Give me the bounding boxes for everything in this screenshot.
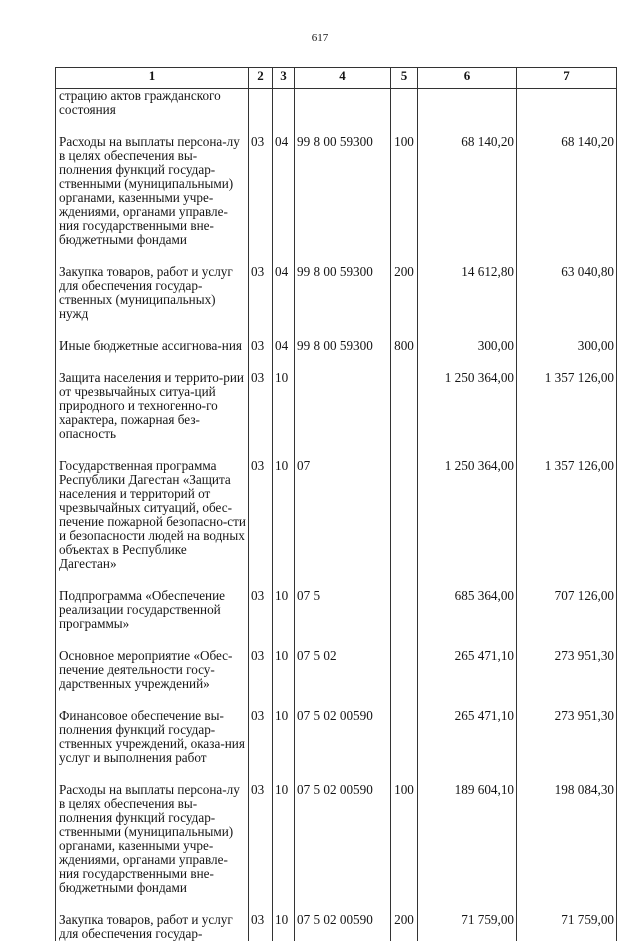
- row-name: страцию актов гражданского состояния: [56, 89, 249, 118]
- row-expense-type: 800: [391, 339, 418, 353]
- row-target-code: 07 5 02 00590: [295, 709, 391, 765]
- row-name: Расходы на выплаты персона-лу в целях обеспечения вы-полнения функций государ-ственными (муниципальными) органами, казенными учре-ждениями, органами управле-ния государственными вне-бюджетными фондами: [56, 135, 249, 247]
- table-row: [56, 89, 617, 118]
- row-target-code: 07 5 02 00590: [295, 913, 391, 941]
- row-spacer: [56, 691, 617, 709]
- row-target-code: 99 8 00 59300: [295, 135, 391, 247]
- row-section: 03: [249, 339, 273, 353]
- row-amount-col7: 1 357 126,00: [517, 459, 617, 571]
- row-spacer: [56, 321, 617, 339]
- row-amount-col6: 1 250 364,00: [418, 371, 517, 441]
- row-spacer: [56, 247, 617, 265]
- row-amount-col6: [418, 89, 517, 118]
- row-subsection: 10: [273, 459, 295, 571]
- row-expense-type: [391, 459, 418, 571]
- row-section: 03: [249, 913, 273, 941]
- row-target-code: 07 5 02: [295, 649, 391, 691]
- row-spacer: [56, 117, 617, 135]
- header-col-7: 7: [517, 68, 617, 89]
- row-expense-type: [391, 371, 418, 441]
- row-section: 03: [249, 649, 273, 691]
- row-target-code: 07: [295, 459, 391, 571]
- row-section: 03: [249, 371, 273, 441]
- row-expense-type: [391, 649, 418, 691]
- row-section: 03: [249, 135, 273, 247]
- row-amount-col7: [517, 89, 617, 118]
- table-row: [56, 913, 617, 941]
- row-spacer: [56, 571, 617, 589]
- row-expense-type: 200: [391, 913, 418, 941]
- row-name: Иные бюджетные ассигнова-ния: [56, 339, 249, 353]
- row-name: Подпрограмма «Обеспечение реализации государственной программы»: [56, 589, 249, 631]
- row-target-code: 07 5 02 00590: [295, 783, 391, 895]
- row-subsection: 10: [273, 783, 295, 895]
- row-expense-type: 100: [391, 783, 418, 895]
- row-name: Закупка товаров, работ и услуг для обеспечения государ-ственных (муниципальных) нужд: [56, 265, 249, 321]
- row-amount-col7: 68 140,20: [517, 135, 617, 247]
- row-section: 03: [249, 265, 273, 321]
- row-name: Основное мероприятие «Обес-печение деятельности госу-дарственных учреждений»: [56, 649, 249, 691]
- row-expense-type: [391, 709, 418, 765]
- row-amount-col7: 1 357 126,00: [517, 371, 617, 441]
- table-row: [56, 709, 617, 765]
- row-subsection: 10: [273, 709, 295, 765]
- row-spacer: [56, 895, 617, 913]
- row-amount-col6: 189 604,10: [418, 783, 517, 895]
- row-subsection: 10: [273, 371, 295, 441]
- row-amount-col6: 265 471,10: [418, 649, 517, 691]
- table-header-row: [56, 68, 617, 89]
- row-name: Государственная программа Республики Дагестан «Защита населения и территорий от чрезвычайных ситуаций, обес-печение пожарной безопасно-сти и безопасности людей на водных объектах в Республике Дагестан»: [56, 459, 249, 571]
- row-target-code: [295, 89, 391, 118]
- row-subsection: 10: [273, 589, 295, 631]
- row-amount-col6: 685 364,00: [418, 589, 517, 631]
- row-name: Защита населения и террито-рии от чрезвычайных ситуа-ций природного и техногенно-го характера, пожарная без-опасность: [56, 371, 249, 441]
- row-amount-col6: 300,00: [418, 339, 517, 353]
- row-section: 03: [249, 589, 273, 631]
- row-subsection: 10: [273, 913, 295, 941]
- table-row: [56, 371, 617, 441]
- row-amount-col6: 71 759,00: [418, 913, 517, 941]
- row-amount-col7: 63 040,80: [517, 265, 617, 321]
- header-col-3: 3: [273, 68, 295, 89]
- header-col-4: 4: [295, 68, 391, 89]
- budget-table-container: [55, 67, 616, 905]
- row-target-code: [295, 371, 391, 441]
- table-row: [56, 783, 617, 895]
- row-subsection: 04: [273, 265, 295, 321]
- header-col-6: 6: [418, 68, 517, 89]
- row-amount-col6: 265 471,10: [418, 709, 517, 765]
- row-spacer: [56, 441, 617, 459]
- row-name: Финансовое обеспечение вы-полнения функций государ-ственных учреждений, оказа-ния услуг и выполнения работ: [56, 709, 249, 765]
- table-row: [56, 649, 617, 691]
- row-amount-col7: 273 951,30: [517, 709, 617, 765]
- table-row: [56, 589, 617, 631]
- row-name: Закупка товаров, работ и услуг для обеспечения государ-: [56, 913, 249, 941]
- row-subsection: 04: [273, 339, 295, 353]
- row-spacer: [56, 631, 617, 649]
- table-row: [56, 459, 617, 571]
- row-expense-type: 200: [391, 265, 418, 321]
- table-row: [56, 135, 617, 247]
- row-amount-col7: 71 759,00: [517, 913, 617, 941]
- row-subsection: 04: [273, 135, 295, 247]
- row-subsection: 10: [273, 649, 295, 691]
- row-section: [249, 89, 273, 118]
- row-target-code: 99 8 00 59300: [295, 339, 391, 353]
- row-amount-col7: 707 126,00: [517, 589, 617, 631]
- table-body: [56, 89, 617, 941]
- budget-table: [55, 67, 617, 941]
- table-row: [56, 339, 617, 353]
- row-target-code: 99 8 00 59300: [295, 265, 391, 321]
- row-subsection: [273, 89, 295, 118]
- header-col-2: 2: [249, 68, 273, 89]
- row-expense-type: [391, 589, 418, 631]
- row-section: 03: [249, 709, 273, 765]
- table-row: [56, 265, 617, 321]
- header-col-1: 1: [56, 68, 249, 89]
- row-amount-col7: 273 951,30: [517, 649, 617, 691]
- row-spacer: [56, 353, 617, 371]
- row-section: 03: [249, 459, 273, 571]
- row-name: Расходы на выплаты персона-лу в целях обеспечения вы-полнения функций государ-ственными (муниципальными) органами, казенными учре-ждениями, органами управле-ния государственными вне-бюджетными фондами: [56, 783, 249, 895]
- row-amount-col7: 300,00: [517, 339, 617, 353]
- row-expense-type: 100: [391, 135, 418, 247]
- row-amount-col6: 68 140,20: [418, 135, 517, 247]
- header-col-5: 5: [391, 68, 418, 89]
- row-target-code: 07 5: [295, 589, 391, 631]
- page-number: 617: [0, 32, 640, 44]
- row-amount-col6: 1 250 364,00: [418, 459, 517, 571]
- row-spacer: [56, 765, 617, 783]
- row-section: 03: [249, 783, 273, 895]
- row-amount-col7: 198 084,30: [517, 783, 617, 895]
- row-amount-col6: 14 612,80: [418, 265, 517, 321]
- row-expense-type: [391, 89, 418, 118]
